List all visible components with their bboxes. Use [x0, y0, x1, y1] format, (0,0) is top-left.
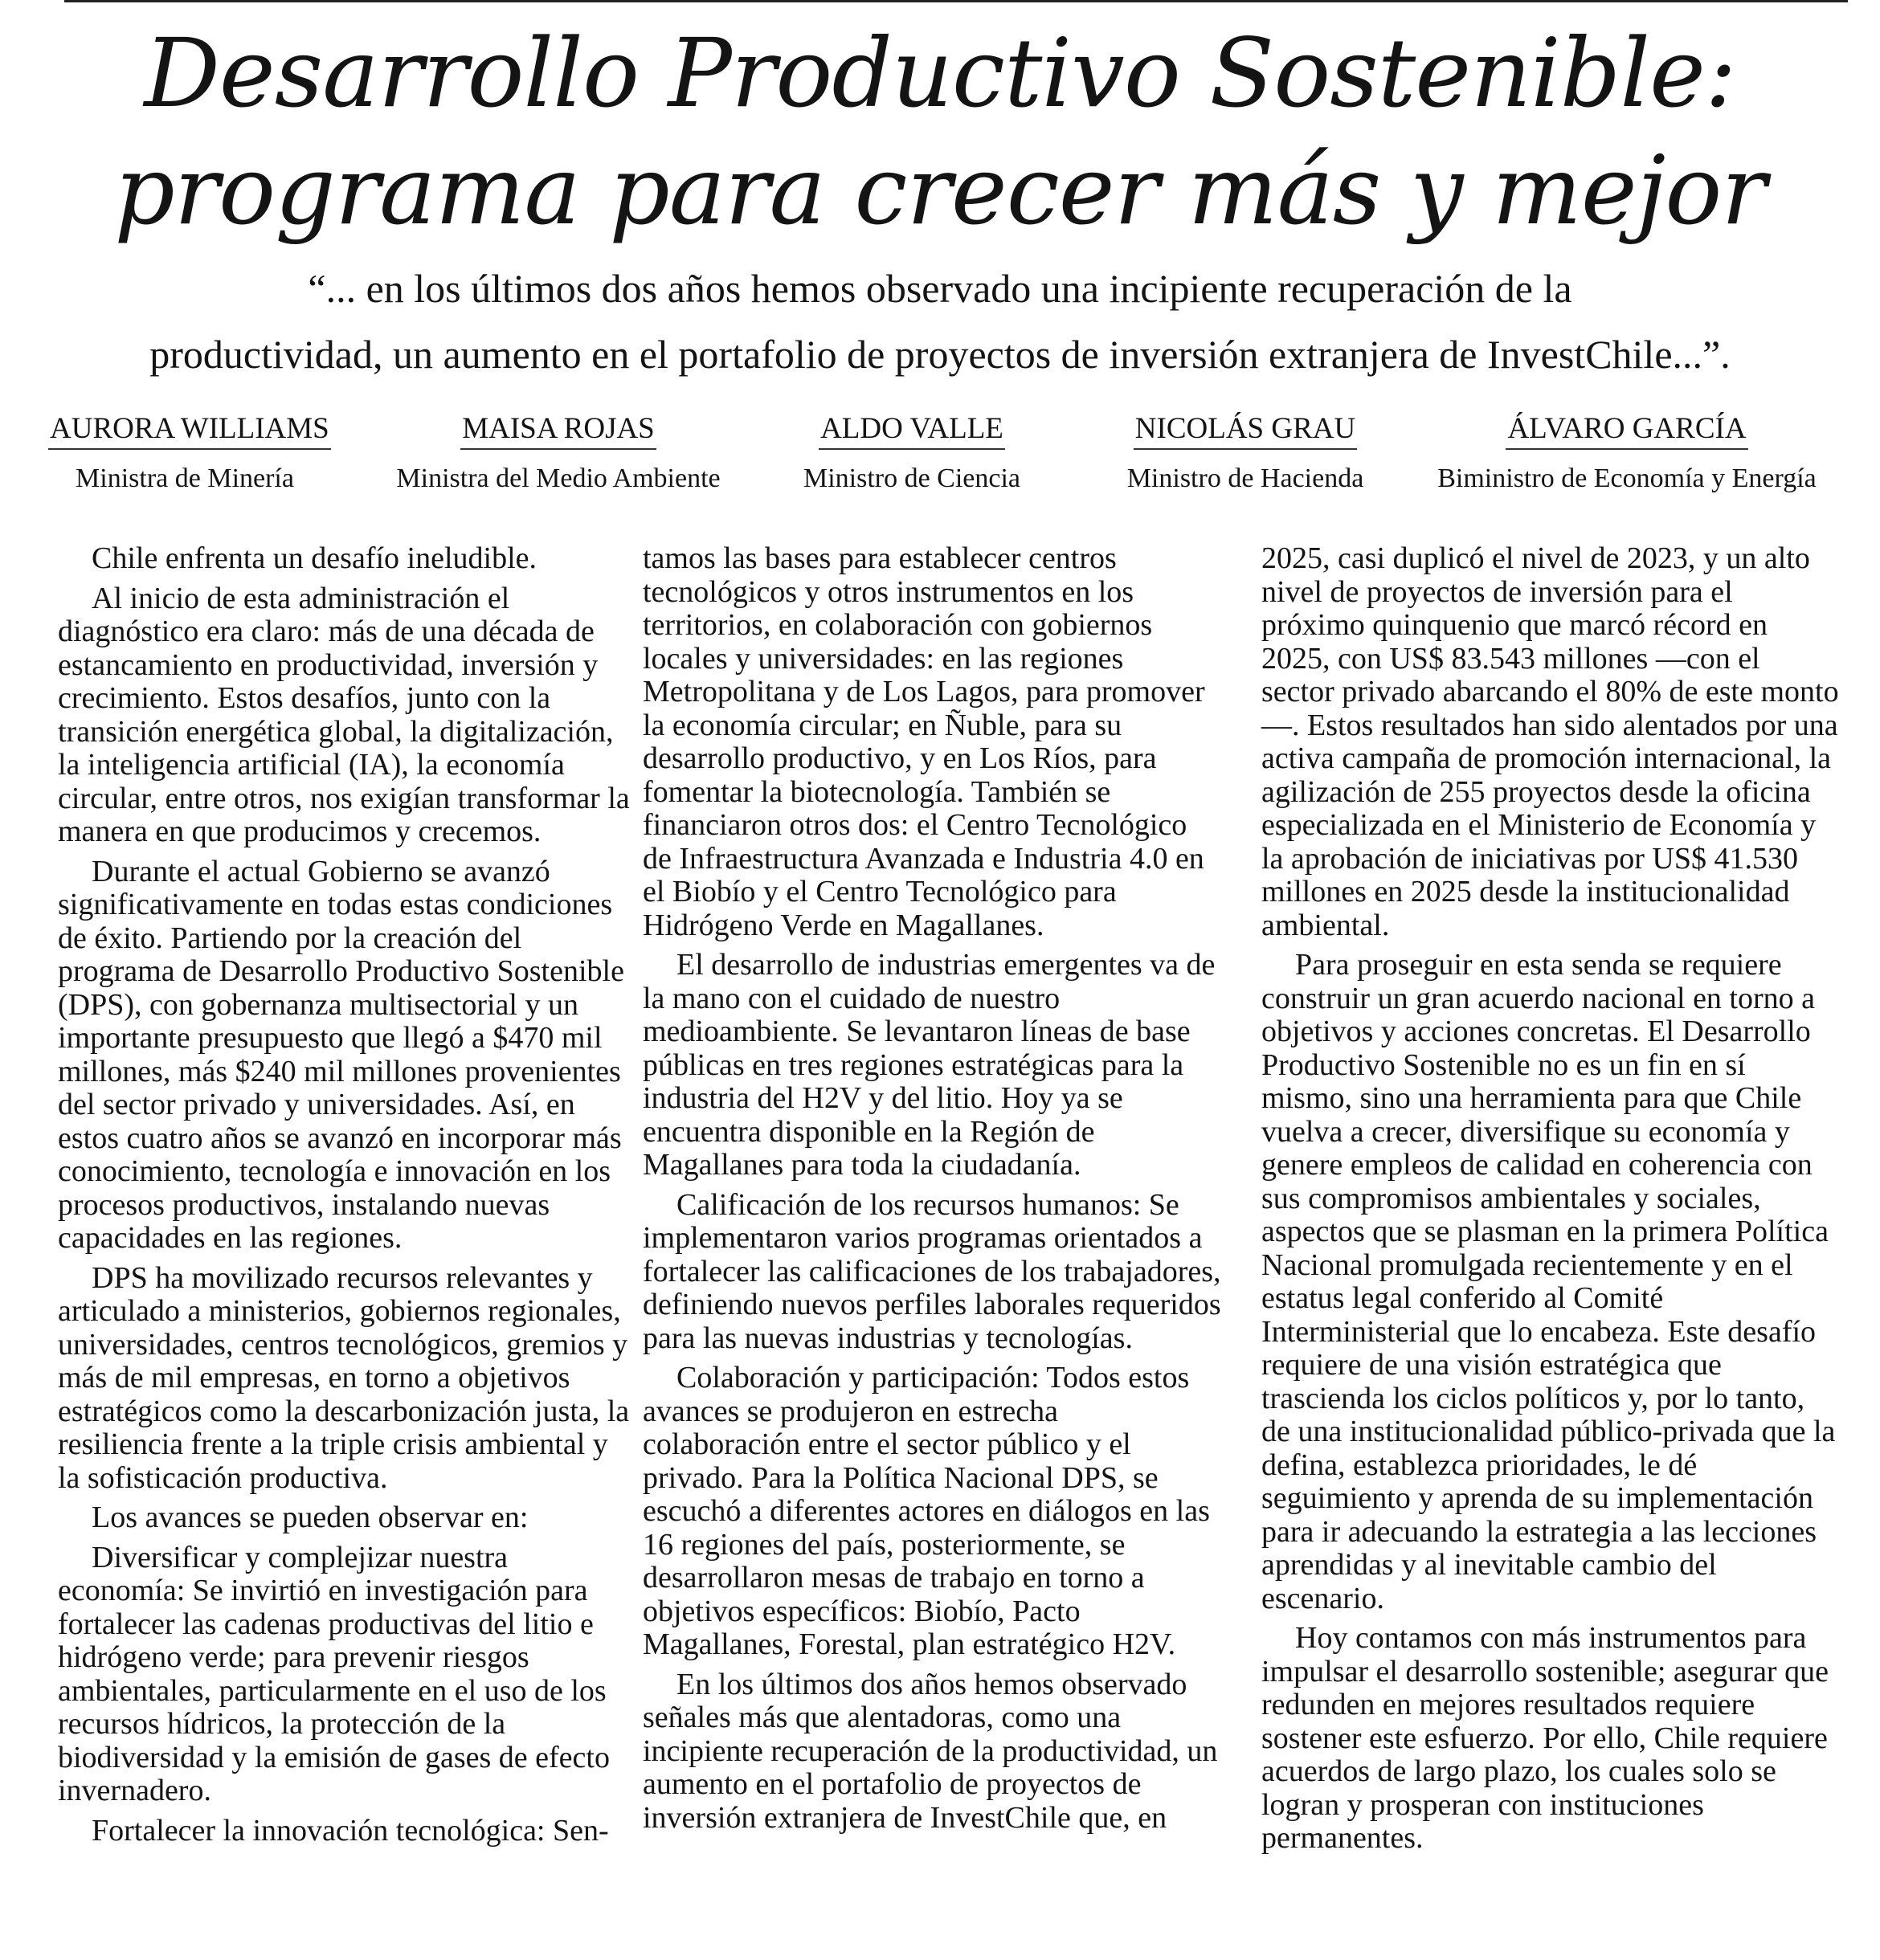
- paragraph: Hoy contamos con más instrumentos para impulsar el desarrollo sostenible; asegurar que redunden en mejores resultados requiere sostener este esfuerzo. Por ello, Chile requiere acuerdos de largo plazo, los cuales solo se logran y prosperan con instituciones permanentes.: [1261, 1621, 1829, 1855]
- paragraph: El desarrollo de industrias emergentes va de la mano con el cuidado de nuestro medioambiente. Se levantaron líneas de base públicas en tres regiones estratégicas para la industria del H2V y del litio. Hoy ya se encuentra disponible en la Región de Magallanes para toda la ciudadanía.: [643, 948, 1216, 1182]
- author-block: [1414, 410, 1840, 496]
- author-name: MAISA ROJAS: [460, 410, 656, 450]
- paragraph: Para proseguir en esta senda se requiere construir un gran acuerdo nacional en torno a objetivos y acciones concretas. El Desarrollo Productivo Sostenible no es un fin en sí mismo, sino una herramienta para que Chile vuelva a crecer, diversifique su economía y genere empleos de calidad en coherencia con sus compromisos ambientales y sociales, aspectos que se plasman en la primera Política Nacional promulgada recientemente y en el estatus legal conferido al Comité Interministerial que lo encabeza. Este desafío requiere de una visión estratégica que trascienda los ciclos políticos y, por lo tanto, de una institucionalidad público-privada que la defina, establezca prioridades, le dé seguimiento y aprenda de su implementación para ir adecuando la estrategia a las lecciones aprendidas y al inevitable cambio del escenario.: [1261, 948, 1836, 1615]
- article-column-2: [643, 542, 1221, 1841]
- author-role: Ministro de Hacienda: [1126, 463, 1364, 493]
- paragraph: DPS ha movilizado recursos relevantes y articulado a ministerios, gobiernos regionales, universidades, centros tecnológicos, gremios y más de mil empresas, en torno a objetivos estratégicos como la descarbonización justa, la resiliencia frente a la triple crisis ambiental y la sofisticación productiva.: [58, 1260, 630, 1495]
- paragraph: Chile enfrenta un desafío ineludible.: [92, 541, 537, 575]
- author-block: [374, 410, 743, 496]
- paragraph: Fortalecer la innovación tecnológica: Sen-: [92, 1813, 609, 1848]
- author-block: [783, 410, 1040, 496]
- paragraph: Los avances se pueden observar en:: [92, 1501, 529, 1534]
- article-column-1: [58, 542, 636, 1854]
- article-column-3: [1261, 542, 1840, 1862]
- author-role: Ministra del Medio Ambiente: [396, 463, 721, 493]
- author-name: AURORA WILLIAMS: [48, 410, 331, 450]
- headline: [32, 14, 1848, 249]
- author-block: [48, 410, 329, 496]
- paragraph: Calificación de los recursos humanos: Se implementaron varios programas orientados a fortalecer las calificaciones de los trabajadores, definiendo nuevos perfiles laborales requeridos para las nuevas industrias y tecnologías.: [643, 1187, 1221, 1355]
- headline-line-2: programa para crecer más y mejor: [114, 135, 1766, 246]
- paragraph: 2025, casi duplicó el nivel de 2023, y un alto nivel de proyectos de inversión para el próximo quinquenio que marcó récord en 2025, con US$ 83.543 millones —con el sector privado abarcando el 80% de este monto—. Estos resultados han sido alentados por una activa campaña de promoción internacional, la agilización de 255 proyectos desde la oficina especializada en el Ministerio de Economía y la aprobación de iniciativas por US$ 41.530 millones en 2025 desde la institucionalidad ambiental.: [1261, 541, 1839, 942]
- pull-quote-line-2: productividad, un aumento en el portafolio de proyectos de inversión extranjera de InvestChile...”.: [149, 332, 1731, 377]
- paragraph: Colaboración y participación: Todos estos avances se produjeron en estrecha colaboración entre el sector público y el privado. Para la Política Nacional DPS, se escuchó a diferentes actores en diálogos en las 16 regiones del país, posteriormente, se desarrollaron mesas de trabajo en torno a objetivos específicos: Biobío, Pacto Magallanes, Forestal, plan estratégico H2V.: [643, 1361, 1210, 1661]
- paragraph: Durante el actual Gobierno se avanzó significativamente en todas estas condiciones de éxito. Partiendo por la creación del programa de Desarrollo Productivo Sostenible (DPS), con gobernanza multisectorial y un importante presupuesto que llegó a $470 mil millones, más $240 mil millones provenientes del sector privado y universidades. Así, en estos cuatro años se avanzó en incorporar más conocimiento, tecnología e innovación en los procesos productivos, instalando nuevas capacidades en las regiones.: [58, 854, 624, 1255]
- paragraph: tamos las bases para establecer centros tecnológicos y otros instrumentos en los territorios, en colaboración con gobiernos locales y universidades: en las regiones Metropolitana y de Los Lagos, para promover la economía circular; en Ñuble, para su desarrollo productivo, y en Los Ríos, para fomentar la biotecnología. También se financiaron otros dos: el Centro Tecnológico de Infraestructura Avanzada e Industria 4.0 en el Biobío y el Centro Tecnológico para Hidrógeno Verde en Magallanes.: [643, 541, 1205, 942]
- author-byline-row: [48, 410, 1840, 506]
- author-role: Biministro de Economía y Energía: [1437, 463, 1817, 493]
- top-rule: [64, 0, 1848, 2]
- paragraph: Diversificar y complejizar nuestra economía: Se invirtió en investigación para fortalecer las cadenas productivas del litio e hidrógeno verde; para prevenir riesgos ambientales, particularmente en el uso de los recursos hídricos, la protección de la biodiversidad y la emisión de gases de efecto invernadero.: [58, 1540, 610, 1807]
- pull-quote: [32, 255, 1848, 387]
- headline-line-1: Desarrollo Productivo Sostenible:: [144, 18, 1736, 129]
- author-name: ALDO VALLE: [819, 410, 1005, 450]
- author-block: [1093, 410, 1398, 496]
- author-name: ÁLVARO GARCÍA: [1506, 410, 1747, 450]
- author-role: Ministro de Ciencia: [803, 463, 1021, 493]
- author-role: Ministra de Minería: [76, 463, 294, 493]
- paragraph: Al inicio de esta administración el diagnóstico era claro: más de una década de estancamiento en productividad, inversión y crecimiento. Estos desafíos, junto con la transición energética global, la digitalización, la inteligencia artificial (IA), la economía circular, entre otros, nos exigían transformar la manera en que producimos y crecemos.: [58, 581, 630, 848]
- author-name: NICOLÁS GRAU: [1134, 410, 1357, 450]
- pull-quote-line-1: “... en los últimos dos años hemos observado una incipiente recuperación de la: [308, 266, 1572, 311]
- paragraph: En los últimos dos años hemos observado señales más que alentadoras, como una incipiente recuperación de la productividad, un aumento en el portafolio de proyectos de inversión extranjera de InvestChile que, en: [643, 1667, 1218, 1835]
